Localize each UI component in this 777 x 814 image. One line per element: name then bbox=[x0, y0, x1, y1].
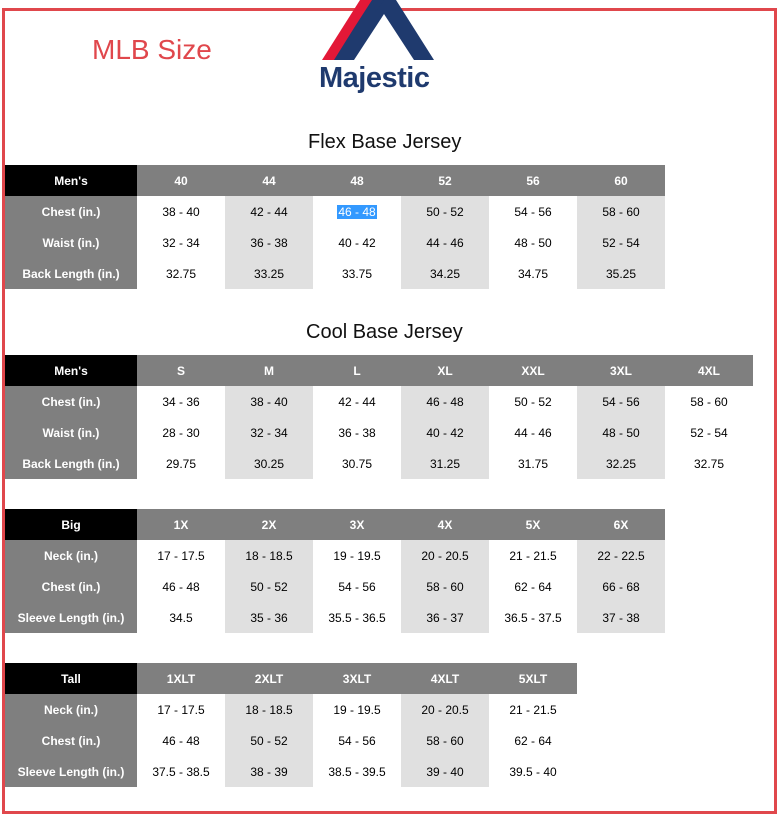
table-cell: 18 - 18.5 bbox=[225, 540, 313, 571]
size-header: 1X bbox=[137, 509, 225, 540]
size-header: 1XLT bbox=[137, 663, 225, 694]
table-cell: 58 - 60 bbox=[577, 196, 665, 227]
table-cell: 19 - 19.5 bbox=[333, 702, 381, 717]
table-cell: 39 - 40 bbox=[401, 756, 489, 787]
table-cell: 31.25 bbox=[401, 448, 489, 479]
table-cell: 38 - 40 bbox=[162, 204, 200, 219]
row-label: Waist (in.) bbox=[5, 417, 137, 448]
table-cell: 34 - 36 bbox=[162, 394, 200, 409]
table-cell: 35 - 36 bbox=[225, 602, 313, 633]
size-header: 3XL bbox=[577, 355, 665, 386]
table-cell: 37 - 38 bbox=[577, 602, 665, 633]
size-header: 4XL bbox=[665, 355, 753, 386]
big-size-table bbox=[5, 509, 665, 633]
table-cell: 52 - 54 bbox=[577, 227, 665, 258]
table-cell: 30.25 bbox=[225, 448, 313, 479]
table-cell: 36 - 38 bbox=[225, 227, 313, 258]
table-cell: 50 - 52 bbox=[514, 394, 552, 409]
row-label: Chest (in.) bbox=[5, 386, 137, 417]
cool-base-title: Cool Base Jersey bbox=[306, 321, 463, 343]
tall-size-table bbox=[5, 663, 577, 787]
table-cell: 33.75 bbox=[341, 266, 373, 281]
size-header: 2XLT bbox=[225, 663, 313, 694]
size-header: 5XLT bbox=[489, 663, 577, 694]
table-row bbox=[5, 694, 577, 725]
table-cell: 40 - 42 bbox=[401, 417, 489, 448]
row-label: Neck (in.) bbox=[5, 694, 137, 725]
table-cell: 62 - 64 bbox=[514, 733, 552, 748]
size-header: 60 bbox=[577, 165, 665, 196]
table-cell: 46 - 48 bbox=[162, 579, 200, 594]
table-cell: 36 - 38 bbox=[338, 425, 376, 440]
table-cell: 50 - 52 bbox=[225, 725, 313, 756]
table-row bbox=[5, 756, 577, 787]
size-header: 48 bbox=[313, 165, 401, 196]
table-cell: 19 - 19.5 bbox=[333, 548, 381, 563]
row-label: Back Length (in.) bbox=[5, 258, 137, 289]
table-cell: 29.75 bbox=[165, 456, 197, 471]
page-label: MLB Size bbox=[92, 34, 212, 65]
table-header-row bbox=[5, 355, 753, 386]
table-cell: 18 - 18.5 bbox=[225, 694, 313, 725]
corner-label: Tall bbox=[5, 663, 137, 694]
size-header: 44 bbox=[225, 165, 313, 196]
size-header: 40 bbox=[137, 165, 225, 196]
table-cell: 54 - 56 bbox=[338, 579, 376, 594]
size-header: M bbox=[225, 355, 313, 386]
corner-label: Men's bbox=[5, 165, 137, 196]
corner-label: Big bbox=[5, 509, 137, 540]
table-cell: 58 - 60 bbox=[401, 725, 489, 756]
table-cell: 40 - 42 bbox=[338, 235, 376, 250]
table-header-row bbox=[5, 663, 577, 694]
flex-base-size-table bbox=[5, 165, 665, 289]
table-header-row bbox=[5, 165, 665, 196]
brand-wordmark: Majestic bbox=[319, 62, 430, 94]
table-cell: 50 - 52 bbox=[401, 196, 489, 227]
table-row bbox=[5, 417, 753, 448]
cool-base-size-table bbox=[5, 355, 753, 479]
size-header: 52 bbox=[401, 165, 489, 196]
table-cell: 34.25 bbox=[401, 258, 489, 289]
table-cell: 32.75 bbox=[693, 456, 725, 471]
row-label: Back Length (in.) bbox=[5, 448, 137, 479]
size-header: 4XLT bbox=[401, 663, 489, 694]
size-header: 5X bbox=[489, 509, 577, 540]
table-cell: 42 - 44 bbox=[225, 196, 313, 227]
table-cell: 58 - 60 bbox=[401, 571, 489, 602]
table-cell: 38 - 40 bbox=[225, 386, 313, 417]
size-header: S bbox=[137, 355, 225, 386]
table-cell: 22 - 22.5 bbox=[577, 540, 665, 571]
table-cell: 66 - 68 bbox=[577, 571, 665, 602]
table-cell: 54 - 56 bbox=[514, 204, 552, 219]
table-cell: 32.75 bbox=[165, 266, 197, 281]
table-cell: 54 - 56 bbox=[338, 733, 376, 748]
table-cell: 62 - 64 bbox=[514, 579, 552, 594]
size-header: XL bbox=[401, 355, 489, 386]
table-cell: 58 - 60 bbox=[690, 394, 728, 409]
size-header: 56 bbox=[489, 165, 577, 196]
table-row bbox=[5, 258, 665, 289]
size-header: 2X bbox=[225, 509, 313, 540]
table-cell: 17 - 17.5 bbox=[157, 548, 205, 563]
table-cell: 31.75 bbox=[517, 456, 549, 471]
table-cell: 48 - 50 bbox=[577, 417, 665, 448]
size-header: 3X bbox=[313, 509, 401, 540]
table-cell: 32 - 34 bbox=[225, 417, 313, 448]
table-cell: 35.25 bbox=[577, 258, 665, 289]
table-cell: 33.25 bbox=[225, 258, 313, 289]
table-cell: 37.5 - 38.5 bbox=[152, 764, 210, 779]
table-cell: 46 - 48 bbox=[401, 386, 489, 417]
selected-text[interactable]: 46 - 48 bbox=[338, 204, 376, 219]
table-cell: 42 - 44 bbox=[338, 394, 376, 409]
table-cell: 44 - 46 bbox=[514, 425, 552, 440]
row-label: Waist (in.) bbox=[5, 227, 137, 258]
flex-base-title: Flex Base Jersey bbox=[308, 131, 462, 153]
row-label: Chest (in.) bbox=[5, 571, 137, 602]
table-row bbox=[5, 571, 665, 602]
row-label: Chest (in.) bbox=[5, 196, 137, 227]
table-row bbox=[5, 196, 665, 227]
table-cell: 36 - 37 bbox=[401, 602, 489, 633]
table-cell: 50 - 52 bbox=[225, 571, 313, 602]
table-row bbox=[5, 227, 665, 258]
row-label: Chest (in.) bbox=[5, 725, 137, 756]
table-cell: 39.5 - 40 bbox=[509, 764, 557, 779]
table-row bbox=[5, 540, 665, 571]
table-cell bbox=[313, 196, 401, 227]
table-row bbox=[5, 448, 753, 479]
table-cell: 38.5 - 39.5 bbox=[328, 764, 386, 779]
table-row bbox=[5, 725, 577, 756]
table-cell: 28 - 30 bbox=[162, 425, 200, 440]
table-cell: 20 - 20.5 bbox=[401, 540, 489, 571]
table-cell: 44 - 46 bbox=[401, 227, 489, 258]
size-header: L bbox=[313, 355, 401, 386]
table-cell: 36.5 - 37.5 bbox=[504, 610, 562, 625]
table-cell: 32.25 bbox=[577, 448, 665, 479]
table-cell: 48 - 50 bbox=[514, 235, 552, 250]
row-label: Neck (in.) bbox=[5, 540, 137, 571]
table-cell: 21 - 21.5 bbox=[509, 548, 557, 563]
size-header: 3XLT bbox=[313, 663, 401, 694]
table-row bbox=[5, 386, 753, 417]
table-cell: 34.75 bbox=[517, 266, 549, 281]
table-cell: 30.75 bbox=[341, 456, 373, 471]
table-row bbox=[5, 602, 665, 633]
table-cell: 34.5 bbox=[169, 610, 193, 625]
table-cell: 54 - 56 bbox=[577, 386, 665, 417]
table-cell: 38 - 39 bbox=[225, 756, 313, 787]
table-cell: 21 - 21.5 bbox=[509, 702, 557, 717]
table-cell: 46 - 48 bbox=[162, 733, 200, 748]
row-label: Sleeve Length (in.) bbox=[5, 756, 137, 787]
table-cell: 17 - 17.5 bbox=[157, 702, 205, 717]
size-header: 4X bbox=[401, 509, 489, 540]
row-label: Sleeve Length (in.) bbox=[5, 602, 137, 633]
size-header: 6X bbox=[577, 509, 665, 540]
table-cell: 20 - 20.5 bbox=[401, 694, 489, 725]
table-cell: 32 - 34 bbox=[162, 235, 200, 250]
table-cell: 52 - 54 bbox=[690, 425, 728, 440]
size-header: XXL bbox=[489, 355, 577, 386]
table-cell: 35.5 - 36.5 bbox=[328, 610, 386, 625]
table-header-row bbox=[5, 509, 665, 540]
corner-label: Men's bbox=[5, 355, 137, 386]
